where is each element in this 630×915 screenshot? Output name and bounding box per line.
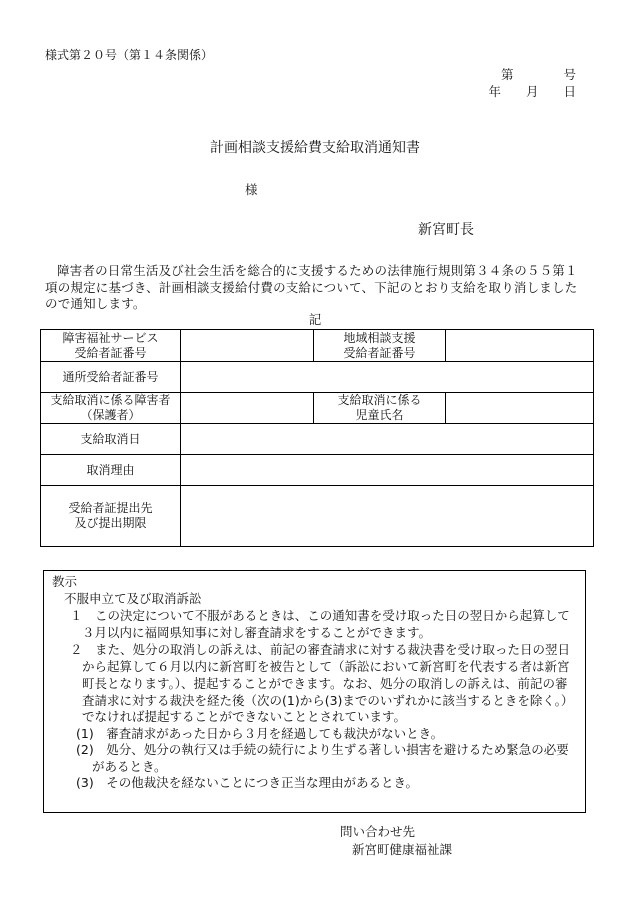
table-row [41,393,594,424]
label-line: 支給取消に係る障害者 [50,393,171,407]
reason-label: 取消理由 [41,455,181,486]
child-label [314,393,446,424]
notice-line: があるとき。 [92,759,167,774]
label-line: 児童氏名 [355,408,404,422]
contact-department: 新宮町健康福祉課 [352,842,453,857]
label-line: 地域相談支援 [343,330,416,345]
child-value [446,393,594,424]
notice-box [43,570,586,813]
notice-line: (3) その他裁決を経ないことにつき正当な理由があるとき。 [76,775,418,790]
label-line: （保護者） [80,408,141,422]
cancel-date-value [181,424,594,455]
community-support-cert-value [446,330,594,362]
document-date: 年 月 日 [488,84,576,99]
notice-line: 町長となります。）、提起することができます。なお、処分の取消しの訴えは、前記の審 [82,676,568,691]
welfare-service-cert-value [181,330,314,362]
day-service-cert-value [181,362,594,393]
notice-heading: 教示 [52,574,78,589]
document-number: 第 号 [500,67,576,82]
document-title: 計画相談支援給費支給取消通知書 [210,140,420,156]
notice-subheading: 不服申立て及び取消訴訟 [64,591,202,606]
body-line: ので通知します。 [45,296,146,311]
label-line: 受給者証番号 [343,345,416,360]
label-line: 支給取消に係る [337,393,422,407]
community-support-cert-label [314,330,446,362]
notice-line: １ この決定について不服があるときは、この通知書を受け取った日の翌日から起算して [70,608,570,623]
label-line: 及び提出期限 [74,516,147,530]
body-line: 障害者の日常生活及び社会生活を総合的に支援するための法律施行規則第３４条の５５第１ [57,263,578,278]
table-row [41,362,594,393]
table-row [41,424,594,455]
notice-line: から起算して６月以内に新宮町を被告として（訴訟において新宮町を代表する者は新宮 [82,659,570,674]
form-number: 様式第２０号（第１４条関係） [45,48,214,62]
submission-value [181,486,594,547]
notice-line: (2) 処分、処分の執行又は手続の続行により生ずる著しい損害を避けるため緊急の必要 [76,742,569,757]
day-service-cert-label: 通所受給者証番号 [41,362,181,393]
notice-line: でなければ提起することができないこととされています。 [82,709,407,724]
welfare-service-cert-label [41,330,181,362]
table-row [41,486,594,547]
table-row [41,455,594,486]
notice-line: 査請求に対する裁決を経た後（次の(1)から(3)までのいずれかに該当するときを除く。） [82,693,574,708]
label-line: 受給者証提出先 [68,501,153,515]
cancel-date-label: 支給取消日 [41,424,181,455]
label-line: 障害福祉サービス [62,330,159,345]
notice-line: (1) 審査請求があった日から３月を経過しても裁決がないとき。 [76,726,444,741]
issuer-name: 新宮町長 [418,222,474,238]
person-label [41,393,181,424]
addressee-suffix: 様 [245,182,258,197]
label-line: 受給者証番号 [74,345,147,360]
notice-line: ３月以内に福岡県知事に対し審査請求をすることができます。 [82,625,432,640]
contact-label: 問い合わせ先 [340,824,416,839]
body-line: 項の規定に基づき、計画相談支援給付費の支給について、下記のとおり支給を取り消しました [45,280,578,295]
reason-value [181,455,594,486]
submission-label [41,486,181,547]
form-table [40,329,594,547]
table-row [41,330,594,362]
notice-line: ２ また、処分の取消しの訴えは、前記の審査請求に対する裁決書を受け取った日の翌日 [70,642,571,657]
ki-marker: 記 [308,312,322,327]
person-value [181,393,314,424]
